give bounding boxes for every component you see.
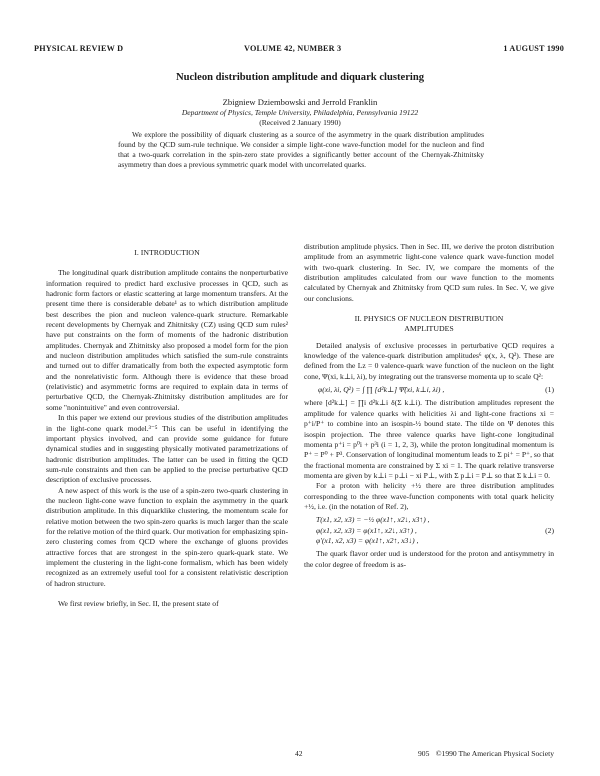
paragraph: A new aspect of this work is the use of a spin-zero two-quark clustering in the nucleon light-cone wave function to explain the asymmetry in the quark distribution amplitude. In this diquarklike clustering, the momentum scale for relative motion between the two spin-zero quarks is much larger than the scale for the relative motion of the third quark. Our motivation for emphasizing spin-zero clustering comes from QCD where the exchange of gluons provides attractive forces that are strongest in the spin-zero quark-quark state. We implement the clustering in the light-cone formalism, which has been widely recognized as an extremely useful tool for a consistent relativistic description of hadron structure. [46, 485, 288, 588]
right-column [304, 242, 554, 570]
journal-name: PHYSICAL REVIEW D [34, 44, 124, 53]
footer-volume: 42 [295, 749, 303, 758]
section-heading-physics: II. PHYSICS OF NUCLEON DISTRIBUTION [354, 314, 504, 324]
abstract: We explore the possibility of diquark clustering as a source of the asymmetry in the quark distribution amplitudes found by the QCD sum-rule technique. We consider a simple light-cone wave-function model for the nucleon and find that a two-quark correlation in the spin-zero state provides a significantly better account of the Chernyak-Zhitnitsky asymmetry than does a previous symmetric quark model with uncorrelated quarks. [118, 130, 484, 169]
author-affiliation: Department of Physics, Temple University, Philadelphia, Pennsylvania 19122 [181, 108, 419, 117]
footer-page-number: 905 [418, 749, 430, 758]
equation-body: φ(xi, λi, Q²) = ∫ ∏ [d²k⊥] Ψ̃(xi, k⊥i, λi) , [318, 385, 445, 395]
equation-line: T(x1, x2, x3) = −½ φ(x1↑, x2↓, x3↑) , [316, 515, 430, 525]
equation-line: φ′(x1, x2, x3) = φ(x1↑, x2↑, x3↓) , [316, 535, 419, 545]
paragraph: For a proton with helicity +½ there are three distribution amplitudes corresponding to the three wave-function components with total quark helicity +½, i.e. (in the notation of Ref. 2), [304, 481, 554, 511]
paragraph: distribution amplitude physics. Then in Sec. III, we derive the proton distribution amplitude from an asymmetric light-cone valence quark wave-function model with two-quark clustering. In Sec. IV, we compare the moments of the distribution amplitudes calculated from our wave function to the moments calculated by Chernyak and Zhitnitsky from QCD sum rules. In Sec. V, we give our conclusions. [304, 242, 554, 303]
author-list: Zbigniew Dziembowski and Jerrold Franklin [222, 97, 378, 107]
footer-copyright: ©1990 The American Physical Society [435, 749, 554, 758]
section-heading-physics-cont: AMPLITUDES [404, 324, 454, 334]
paragraph: We first review briefly, in Sec. II, the present state of [58, 599, 219, 608]
paragraph: The longitudinal quark distribution amplitude contains the nonperturbative information required to predict hard exclusive processes in QCD, such as hadronic form factors or elastic scattering at large momentum transfers. At the present time there is considerable debate¹ as to which distribution amplitude best describes the pion and nucleon valence-quark structure. Remarkable recent developments by Chernyak and Zhitnitsky (CZ) using QCD sum rules² have put constraints on the form of moments of the hadronic distribution amplitudes. Chernyak and Zhitnitsky also proposed a model form for the pion and nucleon distribution amplitudes which satisfied the sum-rule constraints and turned out to differ dramatically from both the expected asymptotic form and the nonrelativistic form. Although there is evidence that these broad (relativistic) and asymmetric forms are required to explain data in terms of perturbative QCD, the Chernyak-Zhitnitsky distribution amplitudes are for some "nonintuitive" and even controversial. [46, 268, 288, 412]
equation-line: φ(x1, x2, x3) = φ(x1↑, x2↓, x3↑) , [316, 525, 417, 535]
paragraph: In this paper we extend our previous studies of the distribution amplitudes in the light-cone quark model.³⁻⁵ This can be useful in identifying the important physics involved, and can provide some guidance for future dynamical studies and in suggesting physically motivated parametrizations of hadronic distribution amplitudes. The latter can be used in fitting the QCD sum-rule constraints and then can be applied to the precise perturbative QCD description of exclusive processes. [46, 413, 288, 485]
page-footer [46, 749, 554, 761]
equation-number: (1) [545, 385, 554, 395]
paragraph: The quark flavor order uud is understood for the proton and antisymmetry in the color degree of freedom is as- [304, 549, 554, 569]
volume-number: VOLUME 42, NUMBER 3 [244, 44, 342, 53]
received-date: (Received 2 January 1990) [259, 118, 341, 127]
equation-1 [304, 382, 554, 398]
issue-date: 1 AUGUST 1990 [503, 44, 564, 53]
left-column [46, 248, 288, 609]
section-heading-introduction: I. INTRODUCTION [134, 248, 200, 257]
paragraph: where [d²k⊥] = ∏i d²k⊥i δ(Σ k⊥i). The distribution amplitudes represent the amplitude for valence quarks with helicities λi and light-cone fractions xi = p⁺i/P⁺ to combine into an isospin-½ bound state. The tilde on Ψ denotes this isospin projection. The three valence quarks have light-cone longitudinal momenta p⁺i = p⁰i + p³i (i = 1, 2, 3), while the proton longitudinal momentum is P⁺ = P⁰ + P³. Conservation of longitudinal momentum leads to Σ pi⁺ = P⁺, so that the fractional momenta are constrained by Σ xi = 1. The quark relative transverse momenta are given by k⊥i = p⊥i − xi P⊥, with Σ p⊥i = P⊥ so that Σ k⊥i = 0. [304, 398, 554, 480]
equation-number: (2) [545, 525, 554, 535]
equation-2 [304, 512, 554, 549]
paragraph: Detailed analysis of exclusive processes in perturbative QCD requires a knowledge of the valence-quark distribution amplitudes⁶ φ(x, λ, Q²). These are defined from the Lz = 0 valence-quark wave function of the nucleon on the light cone, Ψ(xi, k⊥i, λi), by integrating out the transverse momenta up to scale Q²: [304, 340, 554, 381]
running-header [34, 44, 564, 56]
article-title: Nucleon distribution amplitude and diquark clustering [175, 72, 425, 83]
